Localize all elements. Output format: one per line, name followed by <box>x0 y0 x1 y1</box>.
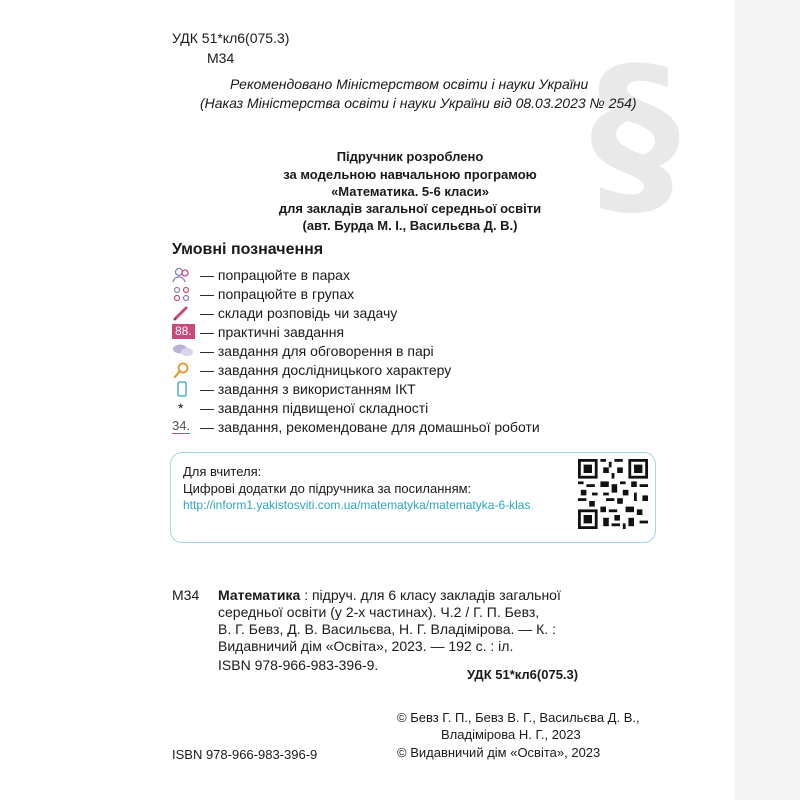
legend-item <box>172 379 540 398</box>
groups-icon <box>172 285 198 302</box>
legend-item <box>172 360 540 379</box>
legend-item <box>172 303 540 322</box>
number-plain: 34. <box>172 418 191 433</box>
digital-supplements-link[interactable]: http://inform1.yakistosviti.com.ua/matematyka/matematyka-6-klas <box>183 498 531 512</box>
legend-text: — завдання для обговорення в парі <box>200 342 434 359</box>
teacher-text: Цифрові додатки до підручника за посиланням: <box>183 481 472 496</box>
isbn-bottom: ISBN 978-966-983-396-9 <box>172 747 318 762</box>
legend-text: — завдання дослідницького характеру <box>200 361 452 378</box>
legend-item <box>172 398 540 417</box>
bib-line: середньої освіти (у 2-х частинах). Ч.2 / Г. П. Бевз, <box>218 604 540 620</box>
legend-text: — завдання, рекомендоване для домашньої роботи <box>200 418 540 435</box>
copyright-line: © Бевз Г. П., Бевз В. Г., Васильєва Д. В., <box>397 710 640 725</box>
decorative-background-shape: § <box>590 30 680 239</box>
program-line: (авт. Бурда М. І., Васильєва Д. В.) <box>302 218 518 233</box>
program-line: за модельною навчальною програмою <box>283 167 537 182</box>
legend-item <box>172 284 540 303</box>
legend-text: — завдання з використанням ІКТ <box>200 380 416 397</box>
ministry-recommendation: Рекомендовано Міністерством освіти і науки України <box>230 76 589 92</box>
legend-item <box>172 322 540 341</box>
chat-icon <box>172 342 198 359</box>
legend-item <box>172 265 540 284</box>
bib-entry-line <box>218 587 561 603</box>
pairs-icon <box>172 266 198 283</box>
number-badge: 88. <box>172 323 198 340</box>
asterisk-icon: * <box>178 399 184 416</box>
legend-list <box>172 265 540 436</box>
ministry-order: (Наказ Міністерства освіти і науки України від 08.03.2023 № 254) <box>200 95 637 111</box>
teacher-label: Для вчителя: <box>183 464 262 479</box>
copyright-line: Владімірова Н. Г., 2023 <box>441 727 581 742</box>
legend-text: — попрацюйте в парах <box>200 266 350 283</box>
copyright-line: © Видавничий дім «Освіта», 2023 <box>397 745 601 760</box>
legend-text: — практичні завдання <box>200 323 345 340</box>
legend-title: Умовні позначення <box>172 241 324 258</box>
catalog-code: М34 <box>207 50 235 66</box>
bib-udk: УДК 51*кл6(075.3) <box>467 667 579 682</box>
legend-text: — попрацюйте в групах <box>200 285 355 302</box>
phone-icon <box>172 380 198 397</box>
magnifier-icon <box>172 361 198 378</box>
qr-code[interactable] <box>578 459 648 529</box>
bib-line: В. Г. Бевз, Д. В. Васильєва, Н. Г. Владімірова. — К. : <box>218 621 556 637</box>
legend-text: — склади розповідь чи задачу <box>200 304 398 321</box>
bib-line: Видавничий дім «Освіта», 2023. — 192 с. : іл. <box>218 638 514 654</box>
legend-item <box>172 417 540 436</box>
program-line: для закладів загальної середньої освіти <box>278 201 542 216</box>
legend-text: — завдання підвищеної складності <box>200 399 429 416</box>
program-line: «Математика. 5-6 класи» <box>331 184 489 199</box>
program-line: Підручник розроблено <box>336 149 484 164</box>
legend-item <box>172 341 540 360</box>
bib-line: : підруч. для 6 класу закладів загальної <box>304 587 561 603</box>
page-edge <box>735 0 800 800</box>
udk-code: УДК 51*кл6(075.3) <box>172 30 290 46</box>
pen-icon <box>172 304 198 321</box>
bib-title: Математика <box>218 587 301 603</box>
bib-code: М34 <box>172 587 200 603</box>
bib-isbn: ISBN 978-966-983-396-9. <box>218 657 379 673</box>
